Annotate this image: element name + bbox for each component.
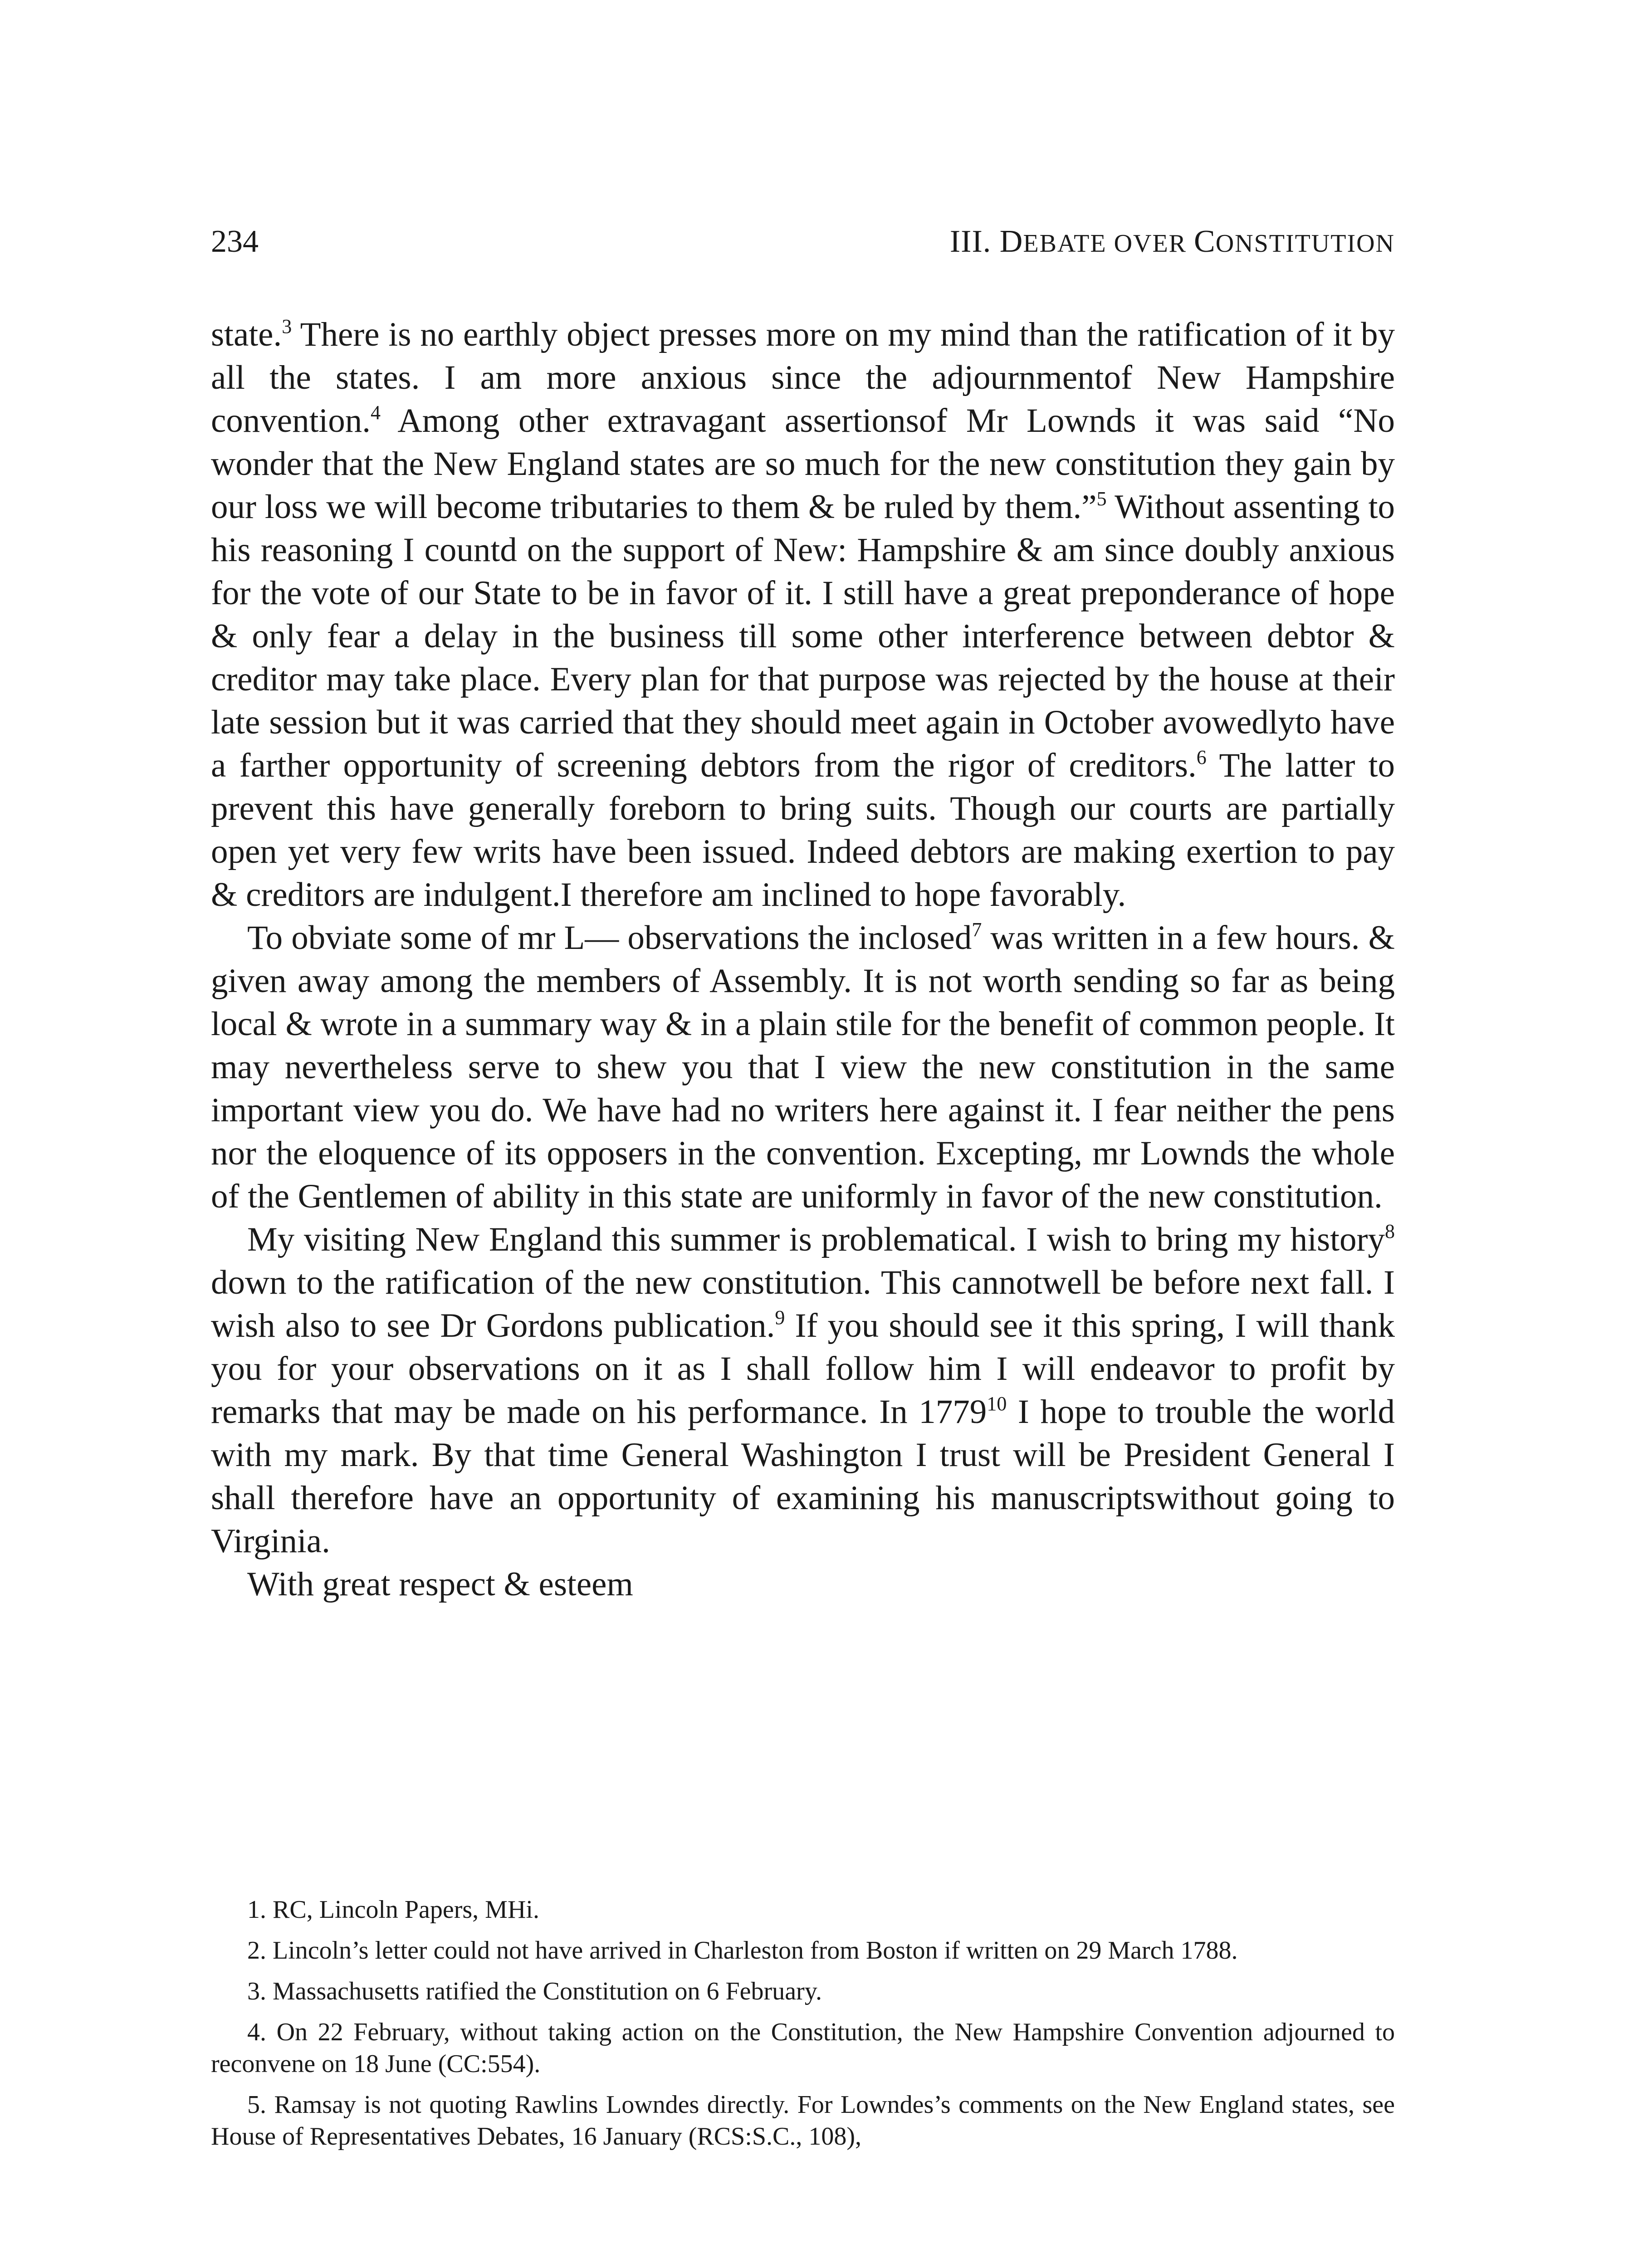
footnote-ref: 8 <box>1385 1220 1395 1242</box>
footnote-ref: 7 <box>972 919 982 941</box>
footnote: 4. On 22 February, without taking action on the Constitution, the New Hampshire Convention adjourned to reconvene on 18 June (CC:554). <box>211 2018 1395 2078</box>
body-paragraph: To obviate some of mr L— observations the inclosed$^7$ was written in a few hours. & given away among the members of Assembly. It is not worth sending so far as being local & wrote in a summary way & in a plain stile for the benefit of common people. It may nevertheless serve to shew you that I view the new constitution in the same important view you do. We have had no writers here against it. I fear neither the pens nor the eloquence of its opposers in the convention. Excepting, mr Lownds the whole of the Gentlemen of ability in this state are uniformly in favor of the new constitution. <box>211 919 1395 1215</box>
footnote-ref: 6 <box>1196 746 1207 768</box>
footnote: 1. RC, Lincoln Papers, MHi. <box>247 1896 539 1924</box>
section-title: III. DEBATE OVER CONSTITUTION <box>949 224 1395 259</box>
running-head <box>211 221 1395 262</box>
body-paragraph: state.$^3$ There is no earthly object presses more on my mind than the ratification of it by all the states. I am more anxious since the adjournmentof New Hampshire convention.$^4$ Among other extravagant assertionsof Mr Lownds it was said “No wonder that the New England states are so much for the new constitution they gain by our loss we will become tributaries to them & be ruled by them.”$^5$ Without assenting to his reasoning I countd on the support of New: Hampshire & am since doubly anxious for the vote of our State to be in favor of it. I still have a great preponderance of hope & only fear a delay in the business till some other interference between debtor & creditor may take place. Every plan for that purpose was rejected by the house at their late session but it was carried that they should meet again in October avowedlyto have a farther opportunity of screening debtors from the rigor of creditors.$^6$ The latter to prevent this have generally foreborn to bring suits. Though our courts are partially open yet very few writs have been issued. Indeed debtors are making exertion to pay & creditors are indulgent.I therefore am inclined to hope favorably. <box>211 315 1395 914</box>
footnote-ref: 4 <box>371 401 381 424</box>
footnote: 2. Lincoln’s letter could not have arrived in Charleston from Boston if written on 29 March 1788. <box>247 1936 1238 1965</box>
footnote: 5. Ramsay is not quoting Rawlins Lowndes directly. For Lowndes’s comments on the New England states, see House of Representatives Debates, 16 January (RCS:S.C., 108), <box>211 2091 1395 2151</box>
footnotes <box>211 1894 1395 2161</box>
page-number: 234 <box>211 224 259 259</box>
footnote-ref: 3 <box>282 315 292 337</box>
footnote-ref: 10 <box>987 1393 1007 1415</box>
body-paragraph: My visiting New England this summer is problematical. I wish to bring my history$^8$ down to the ratification of the new constitution. This cannotwell be before next fall. I wish also to see Dr Gordons publication.$^9$ If you should see it this spring, I will thank you for your observations on it as I shall follow him I will endeavor to profit by remarks that may be made on his performance. In 1779$^{10}$ I hope to trouble the world with my mark. By that time General Washington I trust will be President General I shall therefore have an opportunity of examining his manuscriptswithout going to Virginia. <box>211 1220 1395 1560</box>
footnote-ref: 5 <box>1096 488 1107 510</box>
footnote: 3. Massachusetts ratified the Constitution on 6 February. <box>247 1977 822 2005</box>
letter-body <box>211 313 1395 1606</box>
footnote-ref: 9 <box>775 1306 785 1329</box>
letter-closing: With great respect & esteem <box>247 1565 633 1603</box>
